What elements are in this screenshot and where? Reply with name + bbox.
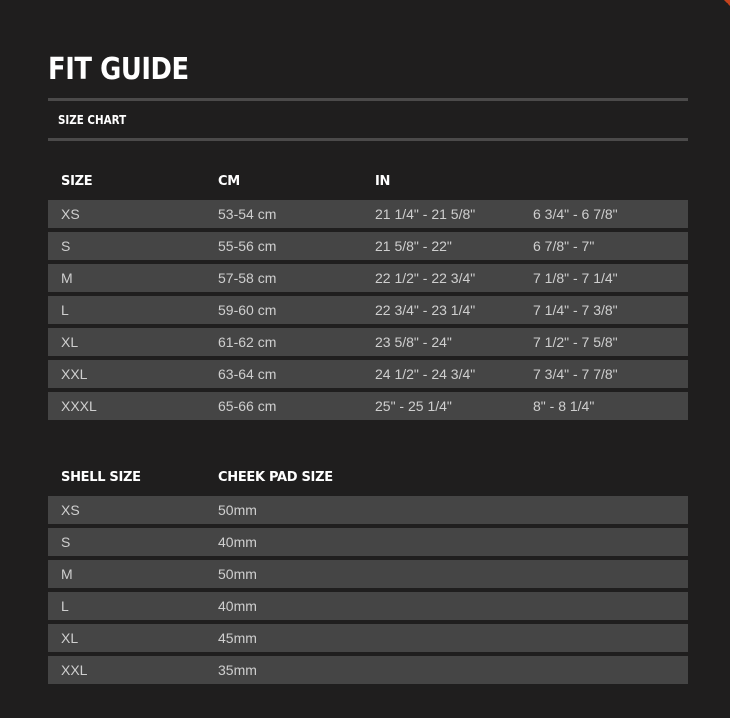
cell-in: 21 5/8" - 22"	[375, 238, 452, 254]
cell-shell-size: S	[61, 534, 71, 550]
cell-cm: 53-54 cm	[218, 206, 277, 222]
table-row	[48, 392, 688, 420]
tab-size-chart[interactable]: SIZE CHART	[58, 113, 127, 127]
cell-shell-size: XL	[61, 630, 79, 646]
table-row	[48, 264, 688, 292]
cell-hat-size: 7 1/4" - 7 3/8"	[533, 302, 618, 318]
cell-size: XXL	[61, 366, 88, 382]
table-row	[48, 232, 688, 260]
cell-cm: 65-66 cm	[218, 398, 277, 414]
header-cheek-pad-size: CHEEK PAD SIZE	[218, 470, 333, 485]
cell-size: XS	[61, 206, 80, 222]
cell-cheek-pad-size: 50mm	[218, 502, 257, 518]
cell-cm: 59-60 cm	[218, 302, 277, 318]
cell-size: S	[61, 238, 71, 254]
cell-size: XXXL	[61, 398, 97, 414]
table-row	[48, 200, 688, 228]
cell-in: 25" - 25 1/4"	[375, 398, 452, 414]
cell-in: 24 1/2" - 24 3/4"	[375, 366, 476, 382]
table-row	[48, 528, 688, 556]
header-cm: CM	[218, 174, 240, 189]
cell-hat-size: 7 1/2" - 7 5/8"	[533, 334, 618, 350]
cell-cheek-pad-size: 50mm	[218, 566, 257, 582]
cell-shell-size: XXL	[61, 662, 88, 678]
cell-cheek-pad-size: 40mm	[218, 534, 257, 550]
shell-size-header	[48, 464, 688, 492]
cell-hat-size: 8" - 8 1/4"	[533, 398, 595, 414]
table-row	[48, 296, 688, 324]
cell-shell-size: M	[61, 566, 73, 582]
cell-cm: 63-64 cm	[218, 366, 277, 382]
cell-cm: 55-56 cm	[218, 238, 277, 254]
cell-shell-size: L	[61, 598, 69, 614]
table-row	[48, 592, 688, 620]
cell-in: 22 1/2" - 22 3/4"	[375, 270, 476, 286]
cell-cheek-pad-size: 35mm	[218, 662, 257, 678]
cell-size: XL	[61, 334, 79, 350]
cell-shell-size: XS	[61, 502, 80, 518]
divider-top	[48, 98, 688, 101]
size-chart-table	[48, 168, 688, 420]
cell-size: L	[61, 302, 69, 318]
table-row	[48, 624, 688, 652]
cell-size: M	[61, 270, 73, 286]
page-title: FIT GUIDE	[48, 52, 189, 87]
cell-cm: 61-62 cm	[218, 334, 277, 350]
cell-hat-size: 6 3/4" - 6 7/8"	[533, 206, 618, 222]
size-chart-header	[48, 168, 688, 196]
table-row	[48, 560, 688, 588]
cell-hat-size: 7 3/4" - 7 7/8"	[533, 366, 618, 382]
table-row	[48, 496, 688, 524]
cell-cm: 57-58 cm	[218, 270, 277, 286]
header-in: IN	[375, 174, 391, 189]
cell-hat-size: 7 1/8" - 7 1/4"	[533, 270, 618, 286]
cell-in: 23 5/8" - 24"	[375, 334, 452, 350]
table-row	[48, 656, 688, 684]
cell-cheek-pad-size: 45mm	[218, 630, 257, 646]
cell-in: 21 1/4" - 21 5/8"	[375, 206, 476, 222]
cell-cheek-pad-size: 40mm	[218, 598, 257, 614]
header-shell-size: SHELL SIZE	[61, 470, 141, 485]
shell-size-table	[48, 464, 688, 684]
cell-in: 22 3/4" - 23 1/4"	[375, 302, 476, 318]
divider-bottom	[48, 138, 688, 141]
corner-accent	[724, 0, 730, 6]
table-row	[48, 360, 688, 388]
cell-hat-size: 6 7/8" - 7"	[533, 238, 595, 254]
table-row	[48, 328, 688, 356]
header-size: SIZE	[61, 174, 93, 189]
